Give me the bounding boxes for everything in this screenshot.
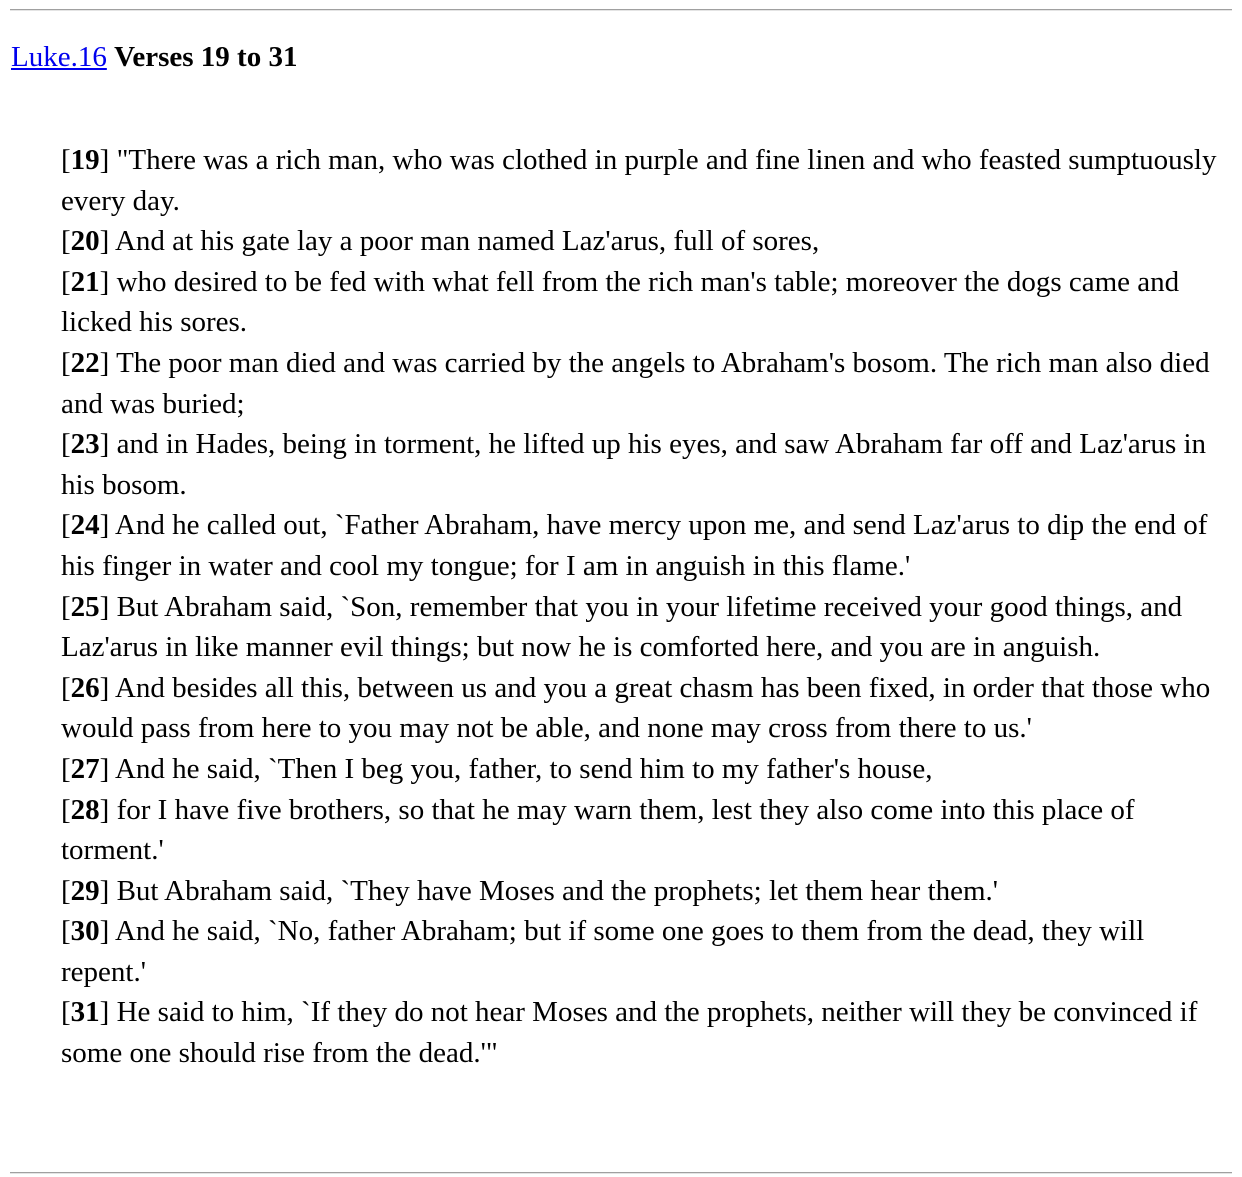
verse-number: 19 [70,144,100,176]
verse-text: And he said, `Then I beg you, father, to send him to my father's house, [114,752,933,785]
verse-text: The poor man died and was carried by the angels to Abraham's bosom. The rich man also died and was buried; [61,346,1210,420]
passage-text [61,140,1233,1074]
verse-19: [19] "There was a rich man, who was clothed in purple and fine linen and who feasted sumptuously every day. [61,144,1217,217]
verse-text: And besides all this, between us and you a great chasm has been fixed, in order that those who would pass from here to you may not be able, and none may cross from there to us.' [61,671,1211,745]
verse-number: 25 [70,590,100,623]
verse-text: who desired to be fed with what fell from the rich man's table; moreover the dogs came and licked his sores. [61,265,1180,339]
verse-number: 27 [70,752,100,785]
bottom-divider [10,1172,1232,1174]
verse-range-label: Verses 19 to 31 [114,41,298,73]
verse-26: [26] And besides all this, between us and you a great chasm has been fixed, in order that those who would pass from here to you may not be able, and none may cross from there to us.' [61,671,1211,745]
passage-heading [11,38,297,76]
verse-22: [22] The poor man died and was carried by the angels to Abraham's bosom. The rich man also died and was buried; [61,346,1210,420]
verse-28: [28] for I have five brothers, so that he may warn them, lest they also come into this place of torment.' [61,793,1135,867]
verse-number: 31 [70,996,100,1029]
verse-24: [24] And he called out, `Father Abraham, have mercy upon me, and send Laz'arus to dip the end of his finger in water and cool my tongue; for I am in anguish in this flame.' [61,509,1208,582]
verse-number: 23 [70,428,100,461]
verse-25: [25] But Abraham said, `Son, remember that you in your lifetime received your good things, and Laz'arus in like manner evil things; but now he is comforted here, and you are in anguish. [61,590,1183,664]
verse-21: [21] who desired to be fed with what fell from the rich man's table; moreover the dogs came and licked his sores. [61,265,1180,339]
verse-text: He said to him, `If they do not hear Moses and the prophets, neither will they be convinced if some one should rise from the dead.'" [61,996,1198,1070]
verse-number: 21 [70,265,100,298]
verse-number: 30 [70,915,100,948]
verse-27: [27] And he said, `Then I beg you, father, to send him to my father's house, [61,752,933,785]
verse-number: 26 [70,671,100,704]
verse-number: 22 [70,346,100,379]
verse-text: And he called out, `Father Abraham, have mercy upon me, and send Laz'arus to dip the end of his finger in water and cool my tongue; for I am in anguish in this flame.' [61,509,1208,582]
chapter-link[interactable]: Luke.16 [11,41,107,73]
verse-number: 24 [70,509,100,542]
verse-number: 28 [70,793,100,826]
verse-23: [23] and in Hades, being in torment, he lifted up his eyes, and saw Abraham far off and Laz'arus in his bosom. [61,428,1207,501]
verse-text: for I have five brothers, so that he may warn them, lest they also come into this place of torment.' [61,793,1135,867]
verse-text: But Abraham said, `Son, remember that you in your lifetime received your good things, and Laz'arus in like manner evil things; but now he is comforted here, and you are in anguish. [61,590,1183,664]
verse-text: And he said, `No, father Abraham; but if some one goes to them from the dead, they will repent.' [61,915,1145,988]
verse-31: [31] He said to him, `If they do not hear Moses and the prophets, neither will they be convinced if some one should rise from the dead.'" [61,996,1198,1070]
top-divider [10,9,1232,11]
verse-text: But Abraham said, `They have Moses and the prophets; let them hear them.' [116,874,999,907]
verse-text: "There was a rich man, who was clothed in purple and fine linen and who feasted sumptuously every day. [61,144,1217,217]
verse-20: [20] And at his gate lay a poor man named Laz'arus, full of sores, [61,225,820,258]
verse-text: And at his gate lay a poor man named Laz'arus, full of sores, [114,225,820,258]
verse-number: 29 [70,874,100,907]
verse-number: 20 [70,225,100,258]
verse-text: and in Hades, being in torment, he lifted up his eyes, and saw Abraham far off and Laz'arus in his bosom. [61,428,1207,501]
verse-29: [29] But Abraham said, `They have Moses and the prophets; let them hear them.' [61,874,999,907]
verse-30: [30] And he said, `No, father Abraham; but if some one goes to them from the dead, they will repent.' [61,915,1145,988]
